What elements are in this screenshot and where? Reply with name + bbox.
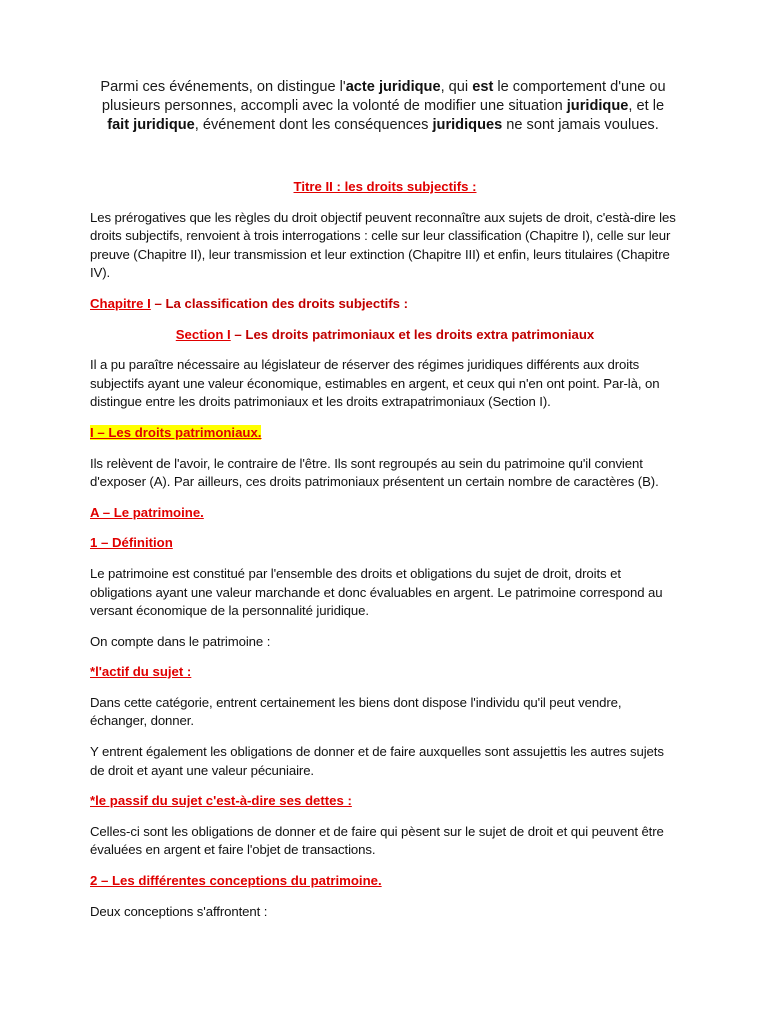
intro-bold-term: fait juridique xyxy=(107,117,195,133)
passif-heading: *le passif du sujet c'est-à-dire ses dettes : xyxy=(90,793,352,809)
conceptions-heading: 2 – Les différentes conceptions du patrimoine. xyxy=(90,873,382,889)
section-heading: Section I – Les droits patrimoniaux et les droits extra patrimoniaux xyxy=(175,326,595,342)
intro-text: , événement dont les conséquences xyxy=(194,117,433,133)
intro-text: le comportement d'une ou plusieurs personnes, accompli avec la volonté de modifier une situation xyxy=(101,79,666,114)
droits-patrimoniaux-heading: I – Les droits patrimoniaux. xyxy=(90,424,262,440)
intro-bold-term: acte juridique xyxy=(345,79,441,95)
regimes-paragraph: Il a pu paraître nécessaire au législateur de réserver des régimes juridiques différents aux droits subjectifs ayant une valeur économique, estimables en argent, et ceux qui n'en ont point. Par-là, on distingue entre les droits patrimoniaux et les droits extrapatrimoniaux (Section I). xyxy=(90,357,660,410)
compte-paragraph: On compte dans le patrimoine : xyxy=(90,633,271,649)
intro-bold-term: est xyxy=(472,79,494,95)
intro-text: , et le xyxy=(628,98,665,114)
patrimoine-heading: A – Le patrimoine. xyxy=(90,504,204,520)
intro-text: , qui xyxy=(440,79,473,95)
intro-bold-term: juridiques xyxy=(432,117,503,133)
dettes-paragraph: Celles-ci sont les obligations de donner et de faire qui pèsent sur le sujet de droit et qui peuvent être évaluées en argent et faire l'objet de transactions. xyxy=(90,823,664,858)
intro-bold-term: juridique xyxy=(566,98,629,114)
actif-heading: *l'actif du sujet : xyxy=(90,664,192,680)
avoir-paragraph: Ils relèvent de l'avoir, le contraire de l'être. Ils sont regroupés au sein du patrimoine qu'il convient d'exposer (A). Par ailleurs, ces droits patrimoniaux présentent un certain nombre de caractères (B). xyxy=(90,455,659,490)
chapitre-heading: Chapitre I – La classification des droits subjectifs : xyxy=(90,295,409,311)
intro-droits-paragraph: Les prérogatives que les règles du droit objectif peuvent reconnaître aux sujets de droit, c'està-dire les droits subjectifs, renvoient à trois interrogations : celle sur leur classification (Chapitre I), celle sur leur preuve (Chapitre II), leur transmission et leur extinction (Chapitre III) et enfin, leurs titulaires (Chapitre IV). xyxy=(90,209,676,281)
intro-text: ne sont jamais voulues. xyxy=(502,117,659,133)
intro-paragraph xyxy=(98,78,668,135)
intro-text: Parmi ces événements, on distingue l' xyxy=(100,79,346,95)
definition-heading: 1 – Définition xyxy=(90,535,173,551)
conceptions-paragraph: Deux conceptions s'affrontent : xyxy=(90,903,268,919)
obligations-paragraph: Y entrent également les obligations de donner et de faire auxquelles sont assujettis les autres sujets de droit et ayant une valeur pécuniaire. xyxy=(90,744,664,778)
titre-heading: Titre II : les droits subjectifs : xyxy=(293,179,477,194)
biens-paragraph: Dans cette catégorie, entrent certainement les biens dont dispose l'individu qu'il peut vendre, échanger, donner. xyxy=(90,694,622,729)
definition-paragraph: Le patrimoine est constitué par l'ensemble des droits et obligations du sujet de droit, droits et obligations ayant une valeur marchande et donc évaluables en argent. Le patrimoine correspond au versant économique de la personnalité juridique. xyxy=(90,565,663,619)
